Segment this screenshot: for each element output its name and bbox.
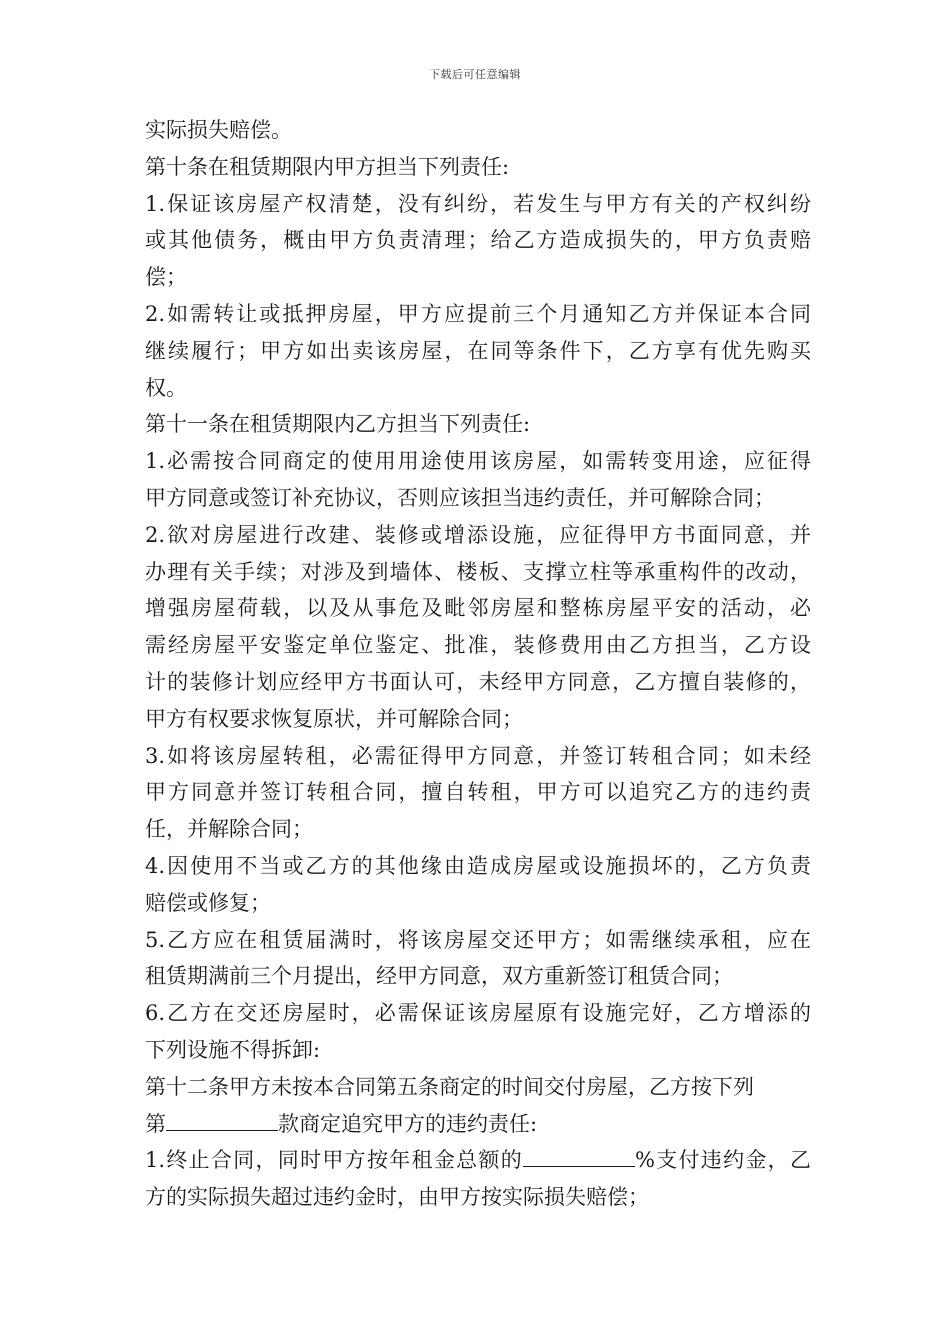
text-line: 2.如需转让或抵押房屋，甲方应提前三个月通知乙方并保证本合同 — [145, 301, 811, 326]
text-line: 需经房屋平安鉴定单位鉴定、批准，装修费用由乙方担当，乙方设 — [145, 633, 811, 658]
text-line: 4.因使用不当或乙方的其他缘由造成房屋或设施损坏的，乙方负责 — [145, 853, 811, 878]
text-line: 1.必需按合同商定的使用用途使用该房屋，如需转变用途，应征得 — [145, 449, 811, 474]
text-line: 5.乙方应在租赁届满时，将该房屋交还甲方；如需继续承租，应在 — [145, 927, 811, 952]
page-header: 下载后可任意编辑 — [429, 68, 521, 81]
item1-suffix: %支付违约金，乙 — [634, 1148, 811, 1173]
text-line: 下列设施不得拆卸: — [145, 1037, 321, 1062]
paragraph — [145, 848, 811, 922]
text-line: 租赁期满前三个月提出，经甲方同意，双方重新签订租赁合同； — [145, 964, 733, 989]
text-line: 甲方有权要求恢复原状，并可解除合同； — [145, 706, 523, 731]
text-line: 权。 — [145, 375, 187, 400]
paragraph — [145, 1069, 811, 1106]
paragraph — [145, 517, 811, 738]
clause-prefix: 第 — [145, 1111, 166, 1136]
fill-blank[interactable] — [523, 1146, 635, 1167]
text-line: 任，并解除合同； — [145, 817, 313, 842]
fill-blank[interactable] — [166, 1110, 278, 1131]
paragraph — [145, 738, 811, 848]
paragraph — [145, 406, 811, 443]
text-line: 继续履行；甲方如出卖该房屋，在同等条件下，乙方享有优先购买 — [145, 338, 811, 363]
paragraph — [145, 112, 811, 149]
paragraph — [145, 995, 811, 1069]
text-line: 第十条在租赁期限内甲方担当下列责任: — [145, 154, 510, 179]
paragraph-container — [145, 112, 811, 1106]
text-line: 第十一条在租赁期限内乙方担当下列责任: — [145, 412, 531, 437]
paragraph — [145, 296, 811, 406]
text-line: 2.欲对房屋进行改建、装修或增添设施，应征得甲方书面同意，并 — [145, 522, 811, 547]
text-line-item1-cont: 方的实际损失超过违约金时，由甲方按实际损失赔偿； — [145, 1185, 649, 1210]
paragraph — [145, 922, 811, 996]
text-line: 甲方同意并签订转租合同，擅自转租，甲方可以追究乙方的违约责 — [145, 780, 811, 805]
text-line: 实际损失赔偿。 — [145, 118, 292, 142]
paragraph — [145, 186, 811, 296]
paragraph — [145, 149, 811, 186]
paragraph — [145, 443, 811, 517]
text-line: 增强房屋荷载，以及从事危及毗邻房屋和整栋房屋平安的活动，必 — [145, 596, 811, 621]
text-line: 赔偿或修复； — [145, 890, 271, 915]
text-line: 办理有关手续；对涉及到墙体、楼板、支撑立柱等承重构件的改动， — [145, 559, 811, 584]
text-line: 1.保证该房屋产权清楚，没有纠纷，若发生与甲方有关的产权纠纷 — [145, 191, 811, 216]
text-line: 3.如将该房屋转租，必需征得甲方同意，并签订转租合同；如未经 — [145, 743, 811, 768]
text-line: 或其他债务，概由甲方负责清理；给乙方造成损失的，甲方负责赔 — [145, 228, 811, 253]
text-line: 偿； — [145, 265, 187, 290]
text-line: 6.乙方在交还房屋时，必需保证该房屋原有设施完好，乙方增添的 — [145, 1001, 811, 1026]
clause-suffix: 款商定追究甲方的违约责任: — [278, 1111, 538, 1136]
item1-prefix: 1.终止合同，同时甲方按年租金总额的 — [145, 1148, 523, 1173]
text-line: 计的装修计划应经甲方书面认可，未经甲方同意，乙方擅自装修的， — [145, 669, 811, 694]
text-line-item1-blank — [145, 1142, 811, 1179]
text-line-clause-blank — [145, 1106, 811, 1143]
text-line: 甲方同意或签订补充协议，否则应该担当违约责任，并可解除合同； — [145, 485, 775, 510]
document-body — [145, 112, 811, 1216]
text-line: 第十二条甲方未按本合同第五条商定的时间交付房屋，乙方按下列 — [145, 1074, 754, 1099]
